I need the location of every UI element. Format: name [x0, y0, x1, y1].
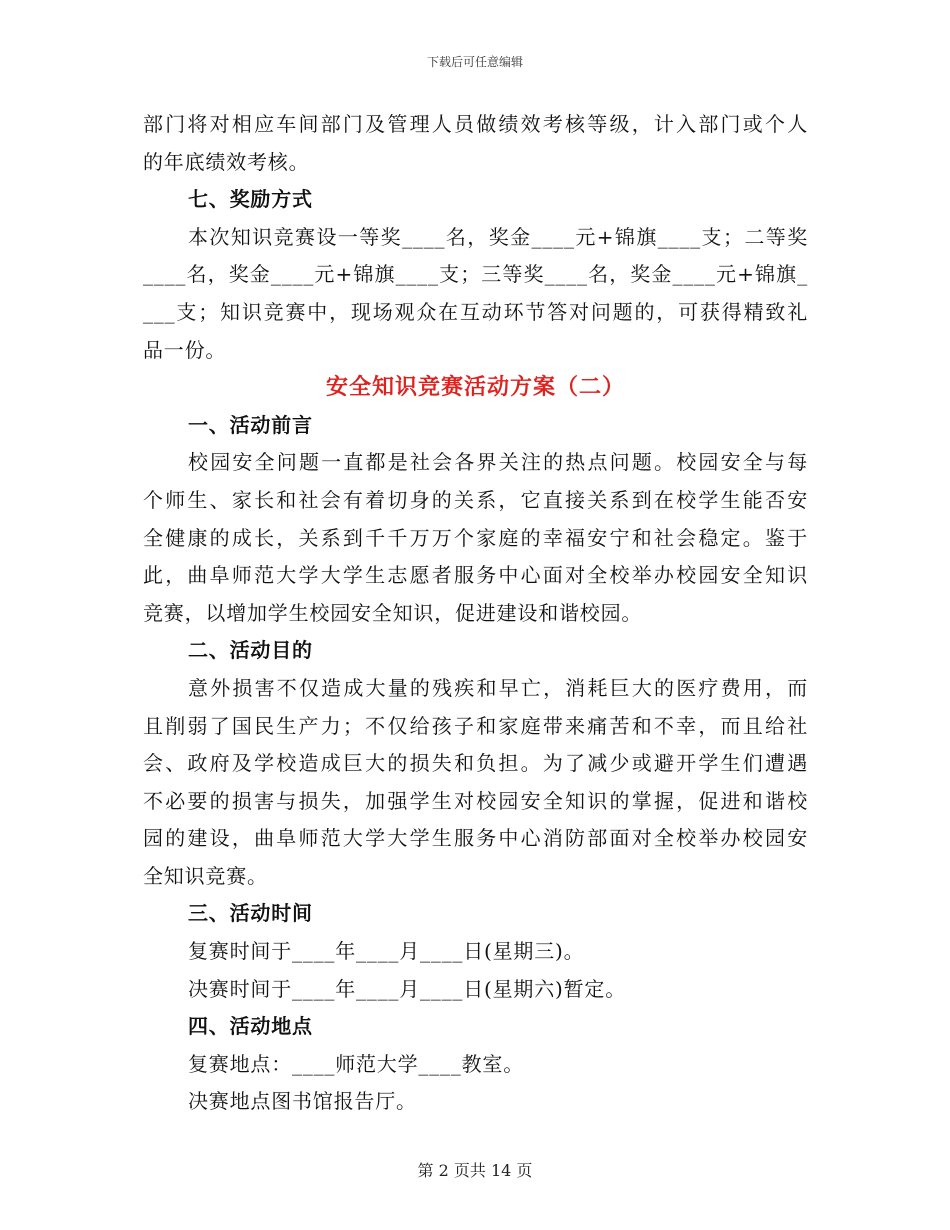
body-line: 复赛地点：____师范大学____教室。 [188, 1051, 524, 1076]
body-line: 此，曲阜师范大学大学生志愿者服务中心面对全校举办校园安全知识 [143, 563, 808, 588]
body-line: ____名，奖金____元+锦旗____支；三等奖____名，奖金____元+锦旗_ [143, 262, 808, 287]
body-line: 的年底绩效考核。 [143, 149, 310, 174]
document-body [143, 106, 808, 1121]
body-line: 部门将对相应车间部门及管理人员做绩效考核等级，计入部门或个人 [143, 112, 808, 136]
body-line: 且削弱了国民生产力；不仅给孩子和家庭带来痛苦和不幸，而且给社 [143, 713, 808, 738]
body-line: 全健康的成长，关系到千千万万个家庭的幸福安宁和社会稳定。鉴于 [143, 525, 808, 550]
section-heading-preface: 一、活动前言 [188, 412, 313, 437]
section-heading-location: 四、活动地点 [188, 1014, 313, 1039]
section-heading-time: 三、活动时间 [188, 901, 313, 926]
body-line: 园的建设，曲阜师范大学大学生服务中心消防部面对全校举办校园安 [143, 826, 808, 851]
body-line: 会、政府及学校造成巨大的损失和负担。为了减少或避开学生们遭遇 [143, 751, 808, 776]
body-line: 意外损害不仅造成大量的残疾和早亡，消耗巨大的医疗费用，而 [188, 675, 808, 700]
body-line: 复赛时间于____年____月____日(星期三)。 [188, 939, 585, 964]
body-line: 个师生、家长和社会有着切身的关系，它直接关系到在校学生能否安 [143, 487, 808, 512]
section-heading-reward: 七、奖励方式 [188, 187, 313, 212]
body-line: 决赛时间于____年____月____日(星期六)暂定。 [188, 976, 627, 1001]
body-line: ___支；知识竞赛中，现场观众在互动环节答对问题的，可获得精致礼 [143, 299, 808, 324]
page-header: 下载后可任意编辑 [426, 55, 523, 69]
body-line: 决赛地点图书馆报告厅。 [188, 1089, 417, 1114]
body-line: 校园安全问题一直都是社会各界关注的热点问题。校园安全与每 [188, 450, 808, 475]
document-title: 安全知识竞赛活动方案（二） [325, 374, 625, 401]
body-line: 不必要的损害与损失，加强学生对校园安全知识的掌握，促进和谐校 [143, 788, 808, 813]
body-line: 全知识竞赛。 [143, 863, 268, 888]
body-line: 竞赛，以增加学生校园安全知识，促进建设和谐校园。 [143, 600, 643, 625]
page-footer: 第 2 页共 14 页 [417, 1161, 533, 1180]
body-line: 品一份。 [143, 337, 227, 362]
section-heading-purpose: 二、活动目的 [188, 638, 313, 663]
body-line: 本次知识竞赛设一等奖____名，奖金____元+锦旗____支；二等奖 [188, 224, 808, 249]
